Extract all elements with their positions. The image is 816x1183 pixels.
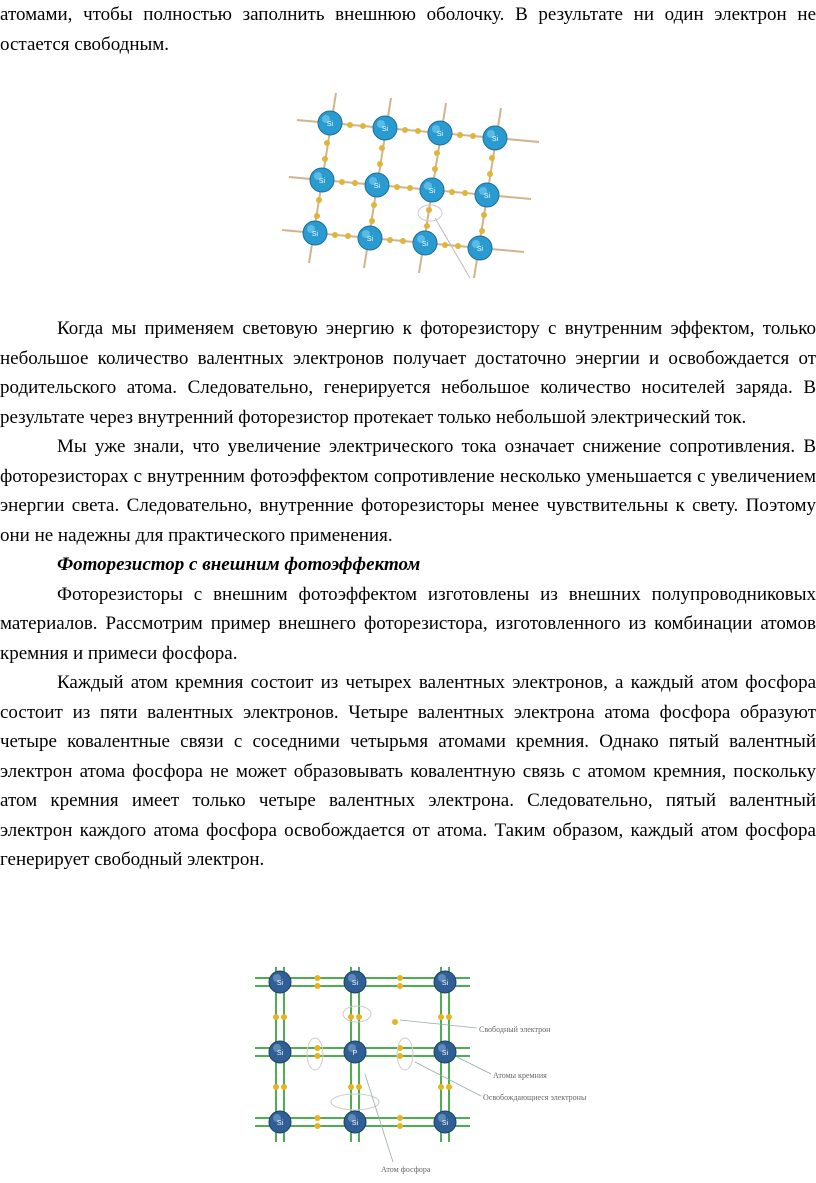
electron: [314, 213, 320, 219]
silicon-atom: [344, 971, 366, 993]
atom-symbol: Si: [491, 136, 499, 143]
electron: [400, 238, 406, 244]
atom-symbol: Si: [276, 1120, 284, 1127]
silicon-atom: [420, 178, 444, 202]
silicon-atom: [483, 126, 507, 150]
electron: [379, 145, 385, 151]
electron: [315, 1123, 321, 1129]
electron: [387, 237, 393, 243]
silicon-atom: [373, 116, 397, 140]
label-released-electrons: Освобождающиеся электроны: [483, 1093, 587, 1102]
electron: [273, 1084, 279, 1090]
paragraph-2: Мы уже знали, что увеличение электрического тока означает снижение сопротивления. В фоторезисторах с внутренним фотоэффектом сопротивление несколько уменьшается с увеличением энергии света. Следовательно, внутренние фоторезисторы менее чувствительны к свету. Поэтому они не надежны для практического применения.: [0, 436, 816, 546]
electron: [402, 127, 408, 133]
paragraph-3: Фоторезисторы с внешним фотоэффектом изготовлены из внешних полупроводниковых материалов. Рассмотрим пример внешнего фоторезистора, изготовленного из комбинации атомов кремния и примеси фосфора.: [0, 583, 816, 664]
atom-symbol: Si: [436, 131, 444, 138]
electron: [397, 1115, 403, 1121]
electron: [315, 1115, 321, 1121]
atom-symbol: Si: [373, 183, 381, 190]
electron: [434, 150, 440, 156]
atom-symbol: Si: [428, 188, 436, 195]
free-electron: [392, 1019, 398, 1025]
atom-symbol: Si: [381, 126, 389, 133]
silicon-atom: [269, 1111, 291, 1133]
free-electron-orbit: [343, 1006, 371, 1022]
silicon-atom: [318, 111, 342, 135]
electron: [345, 233, 351, 239]
paragraph-4: Каждый атом кремния состоит из четырех валентных электронов, а каждый атом фосфора состоит из пяти валентных электронов. Четыре валентных электрона атома фосфора образуют четыре ковалентные связи с соседними четырьмя атомами кремния. Однако пятый валентный электрон атома фосфора не может образовывать ковалентную связь с атомом кремния, поскольку атом кремния имеет только четыре валентных электрона. Следовательно, пятый валентный электрон каждого атома фосфора освобождается от атома. Таким образом, каждый атом фосфора генерирует свободный электрон.: [0, 672, 816, 870]
electron: [348, 1014, 354, 1020]
pointer-line: [435, 218, 470, 278]
atom-symbol: Si: [441, 1050, 449, 1057]
electron: [273, 1014, 279, 1020]
electron: [449, 189, 455, 195]
silicon-lattice-figure: [270, 88, 550, 298]
electron: [324, 140, 330, 146]
silicon-atom: [428, 121, 452, 145]
electron: [377, 161, 383, 167]
electron: [455, 243, 461, 249]
electron: [479, 228, 485, 234]
silicon-atom: [434, 971, 456, 993]
electron: [281, 1014, 287, 1020]
atom-symbol: P: [352, 1050, 358, 1057]
atom-symbol: Si: [276, 980, 284, 987]
electron: [394, 184, 400, 190]
lattice-electrons: [311, 122, 495, 249]
paragraph-1: Когда мы применяем световую энергию к фоторезистору с внутренним эффектом, только небольшое количество валентных электронов получает достаточно энергии и освобождается от родительского атома. Следовательно, генерируется небольшое количество носителей заряда. В результате через внутренний фоторезистор протекает только небольшой электрический ток.: [0, 318, 816, 428]
electron: [481, 212, 487, 218]
electron: [315, 1053, 321, 1059]
atom-symbol: Si: [441, 1120, 449, 1127]
phosphorus-atom: [344, 1041, 366, 1063]
electron: [457, 132, 463, 138]
electron: [356, 1014, 362, 1020]
atom-symbol: Si: [351, 980, 359, 987]
electron: [397, 983, 403, 989]
electron: [347, 122, 353, 128]
atom-symbol: Si: [366, 236, 374, 243]
atom-symbol: Si: [441, 980, 449, 987]
label-free-electron: Свободный электрон: [479, 1025, 551, 1034]
atom-symbol: Si: [421, 241, 429, 248]
silicon-atom: [413, 231, 437, 255]
electron: [432, 166, 438, 172]
electron: [470, 133, 476, 139]
silicon-atom: [310, 168, 334, 192]
atom-symbol: Si: [326, 121, 334, 128]
lattice-atoms: [269, 971, 456, 1133]
electron: [322, 156, 328, 162]
phosphorus-doped-lattice-figure: [245, 962, 587, 1178]
label-phosphorus-atom: Атом фосфора: [381, 1165, 431, 1174]
electron: [415, 128, 421, 134]
silicon-atom: [344, 1111, 366, 1133]
electron: [446, 1084, 452, 1090]
electron: [316, 197, 322, 203]
electron: [281, 1084, 287, 1090]
electron: [442, 242, 448, 248]
silicon-atom: [303, 221, 327, 245]
silicon-atom: [434, 1111, 456, 1133]
electron: [352, 180, 358, 186]
electron: [489, 155, 495, 161]
electron: [397, 1123, 403, 1129]
silicon-atom: [475, 183, 499, 207]
electron: [332, 232, 338, 238]
released-electron-orbit-left: [307, 1038, 323, 1070]
atom-symbol: Si: [311, 231, 319, 238]
silicon-atom: [365, 173, 389, 197]
silicon-atom: [434, 1041, 456, 1063]
electron: [369, 218, 375, 224]
silicon-atom: [269, 1041, 291, 1063]
electron: [397, 1053, 403, 1059]
electron: [438, 1014, 444, 1020]
electron: [356, 1084, 362, 1090]
electron: [438, 1084, 444, 1090]
electron: [462, 190, 468, 196]
electron: [315, 983, 321, 989]
electron: [348, 1084, 354, 1090]
atom-symbol: Si: [276, 1050, 284, 1057]
section-heading: Фоторезистор с внешним фотоэффектом: [57, 554, 421, 575]
electron: [424, 223, 430, 229]
pointer-lines: [365, 1020, 491, 1162]
electron: [315, 975, 321, 981]
electron: [487, 171, 493, 177]
electron: [315, 1045, 321, 1051]
electron: [371, 202, 377, 208]
silicon-atom: [468, 236, 492, 260]
electron: [407, 185, 413, 191]
atom-symbol: Si: [483, 193, 491, 200]
label-silicon-atoms: Атомы кремния: [493, 1071, 547, 1080]
atom-symbol: Si: [351, 1120, 359, 1127]
atom-symbol: Si: [476, 246, 484, 253]
intro-paragraph: атомами, чтобы полностью заполнить внешнюю оболочку. В результате ни один электрон не остается свободным.: [0, 4, 816, 55]
electron: [339, 179, 345, 185]
electron: [360, 123, 366, 129]
electron: [397, 975, 403, 981]
silicon-atom: [269, 971, 291, 993]
body-text: [0, 314, 816, 875]
atom-symbol: Si: [318, 178, 326, 185]
silicon-atom: [358, 226, 382, 250]
electron: [446, 1014, 452, 1020]
electron: [426, 207, 432, 213]
